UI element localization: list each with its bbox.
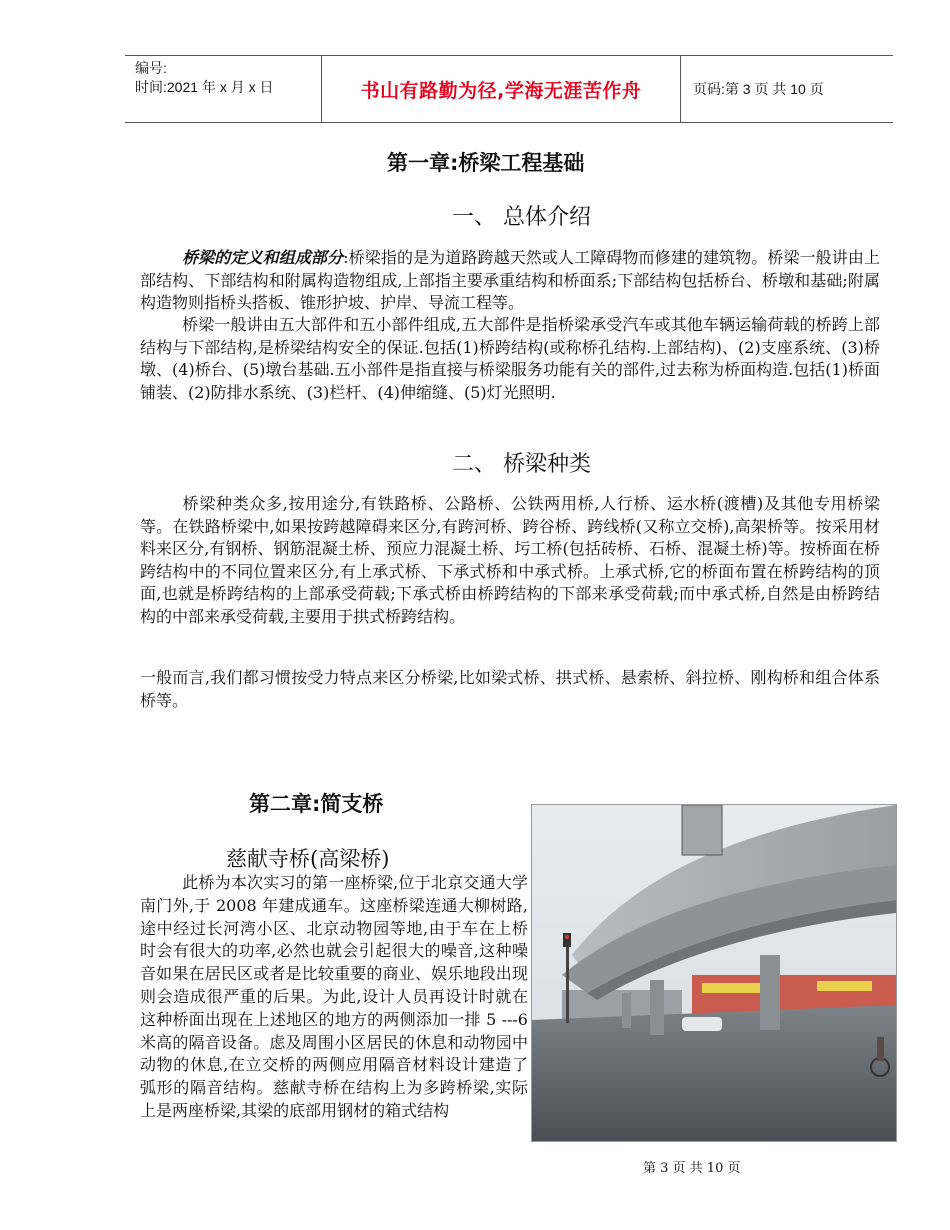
- doc-time-label: 时间:2021 年 x 月 x 日: [135, 79, 274, 95]
- shop-sign: [702, 983, 762, 993]
- header-page-info: 页码:第 3 页 共 10 页: [693, 81, 824, 97]
- bridge-types-body: 桥梁种类众多,按用途分,有铁路桥、公路桥、公铁两用桥,人行桥、运水桥(渡槽)及其他专用桥梁等。在铁路桥梁中,如果按跨越障碍来区分,有跨河桥、跨谷桥、跨线桥(又称立交桥),高架桥等。按采用材料来区分,有钢桥、钢筋混凝土桥、预应力混凝土桥、圬工桥(包括砖桥、石桥、混凝土桥)等。按桥面在桥跨结构中的不同位置来区分,有上承式桥、下承式桥和中承式桥。上承式桥,它的桥面布置在桥跨结构的顶面,也就是桥跨结构的上部承受荷载;下承式桥由桥跨结构的下部来承受荷载;而中承式桥,自然是由桥跨结构的中部来承受荷载,主要用于拱式桥跨结构。: [140, 494, 880, 626]
- header-motto: 书山有路勤为径,学海无涯苦作舟: [321, 56, 681, 122]
- bridge-pier: [622, 993, 631, 1028]
- shop-sign: [817, 981, 872, 991]
- classification-body: 一般而言,我们都习惯按受力特点来区分桥梁,比如梁式桥、拱式桥、悬索桥、斜拉桥、刚构桥和组合体系桥等。: [140, 668, 880, 710]
- paragraph-bridge-types: [140, 493, 880, 629]
- bridge-pier: [650, 980, 664, 1035]
- cixiansi-body: 此桥为本次实习的第一座桥梁,位于北京交通大学南门外,于 2008 年建成通车。这座桥梁连通大柳树路,途中经过长河湾小区、北京动物园等地,由于车在上桥时会有很大的功率,必然也就会引起很大的噪音,这种噪音如果在居民区或者是比较重要的商业、娱乐地段出现则会造成很严重的后果。为此,设计人员再设计时就在这种桥面出现在上述地区的地方的两侧添加一排 5 ---6 米高的隔音设备。虑及周围小区居民的休息和动物园中动物的休息,在立交桥的两侧应用隔音材料设计建造了弧形的隔音结构。慈献寺桥在结构上为多跨桥梁,实际上是两座桥梁,其梁的底部用钢材的箱式结构: [140, 873, 528, 1120]
- paragraph-definition: [140, 247, 880, 315]
- paragraph-components: [140, 314, 880, 404]
- section1-title: 一、 总体介绍: [452, 205, 591, 230]
- bridge-pier: [760, 955, 780, 1030]
- paragraph-cixiansi-bridge: [140, 872, 528, 1123]
- cyclist: [877, 1037, 884, 1061]
- doc-id-label: 编号:: [135, 60, 167, 76]
- car: [682, 1017, 722, 1031]
- bridge-photo: [531, 804, 897, 1142]
- components-body: 桥梁一般讲由五大部件和五小部件组成,五大部件是指桥梁承受汽车或其他车辆运输荷载的桥跨上部结构与下部结构,是桥梁结构安全的保证.包括(1)桥跨结构(或称桥孔结构.上部结构)、(2)支座系统、(3)桥墩、(4)桥台、(5)墩台基础.五小部件是指直接与桥梁服务功能有关的部件,过去称为桥面构造.包括(1)桥面铺装、(2)防排水系统、(3)栏杆、(4)伸缩缝、(5)灯光照明.: [140, 315, 880, 402]
- definition-body: :桥梁指的是为道路跨越天然或人工障碍物而修建的建筑物。桥梁一般讲由上部结构、下部结构和附属构造物组成,上部指主要承重结构和桥面系;下部结构包括桥台、桥墩和基础;附属构造物则指桥头搭板、锥形护坡、护岸、导流工程等。: [140, 248, 880, 313]
- chapter1-title: 第一章:桥梁工程基础: [387, 151, 585, 175]
- traffic-light-red: [565, 935, 569, 939]
- bridge-photo-illustration: [532, 805, 896, 1141]
- page-header: [125, 55, 893, 123]
- paragraph-classification: [140, 667, 880, 712]
- header-meta: [125, 56, 321, 122]
- page-footer: 第 3 页 共 10 页: [643, 1161, 741, 1176]
- sign-board: [682, 805, 722, 855]
- definition-lead: 桥梁的定义和组成部分: [182, 248, 344, 267]
- section2-title: 二、 桥梁种类: [452, 452, 591, 477]
- bridge-subtitle: 慈献寺桥(高梁桥): [226, 847, 390, 871]
- chapter2-title: 第二章:简支桥: [249, 792, 384, 816]
